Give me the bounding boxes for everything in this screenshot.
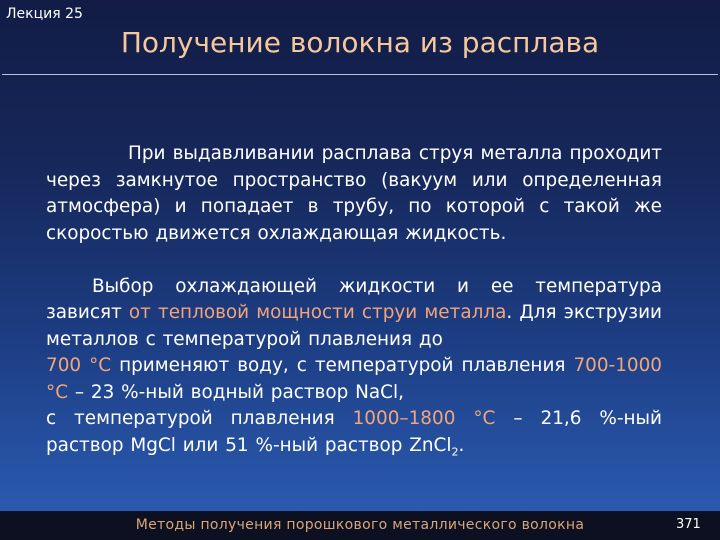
coolant-text-2: применяют воду, с температурой плавления [111,355,574,376]
highlight-temp-700: 700 °C [46,355,112,376]
coolant-text-end: . [458,434,465,456]
coolant-text-5: – 21,6 %-ный раствор MgCl или 51 %-ный раствор ZnCl [46,408,662,456]
highlight-temp-700-1000: 700-1000 °C [46,355,662,403]
highlight-dependence: от тепловой мощности струи металла [128,302,507,323]
slide-body [46,141,662,459]
footer-course-title: Методы получения порошкового металлического волокна [135,517,585,533]
coolant-text-1: . Для экструзии металлов с температурой плавления до [46,302,662,350]
paragraph-extrusion: При выдавливании расплава струя металла проходит через замкнутое пространство (вакуум или определенная атмосфера) и попадает в трубу, по которой с такой же скоростью движется охлаждающая жидкость. [46,143,662,244]
zncl-subscript: 2 [451,445,459,459]
page-number: 371 [676,517,701,532]
highlight-temp-1000-1800: 1000–1800 °C [352,408,496,429]
paragraph-coolant [46,274,662,460]
coolant-text-4: с температурой плавления [46,408,353,429]
coolant-intro: Выбор охлаждающей жидкости и ее температура зависят [46,275,662,323]
coolant-text-3: – 23 %-ный водный раствор NaCl, [68,381,404,403]
slide-title: Получение волокна из расплава [120,26,600,59]
title-divider [2,74,718,75]
lecture-label: Лекция 25 [6,6,83,22]
